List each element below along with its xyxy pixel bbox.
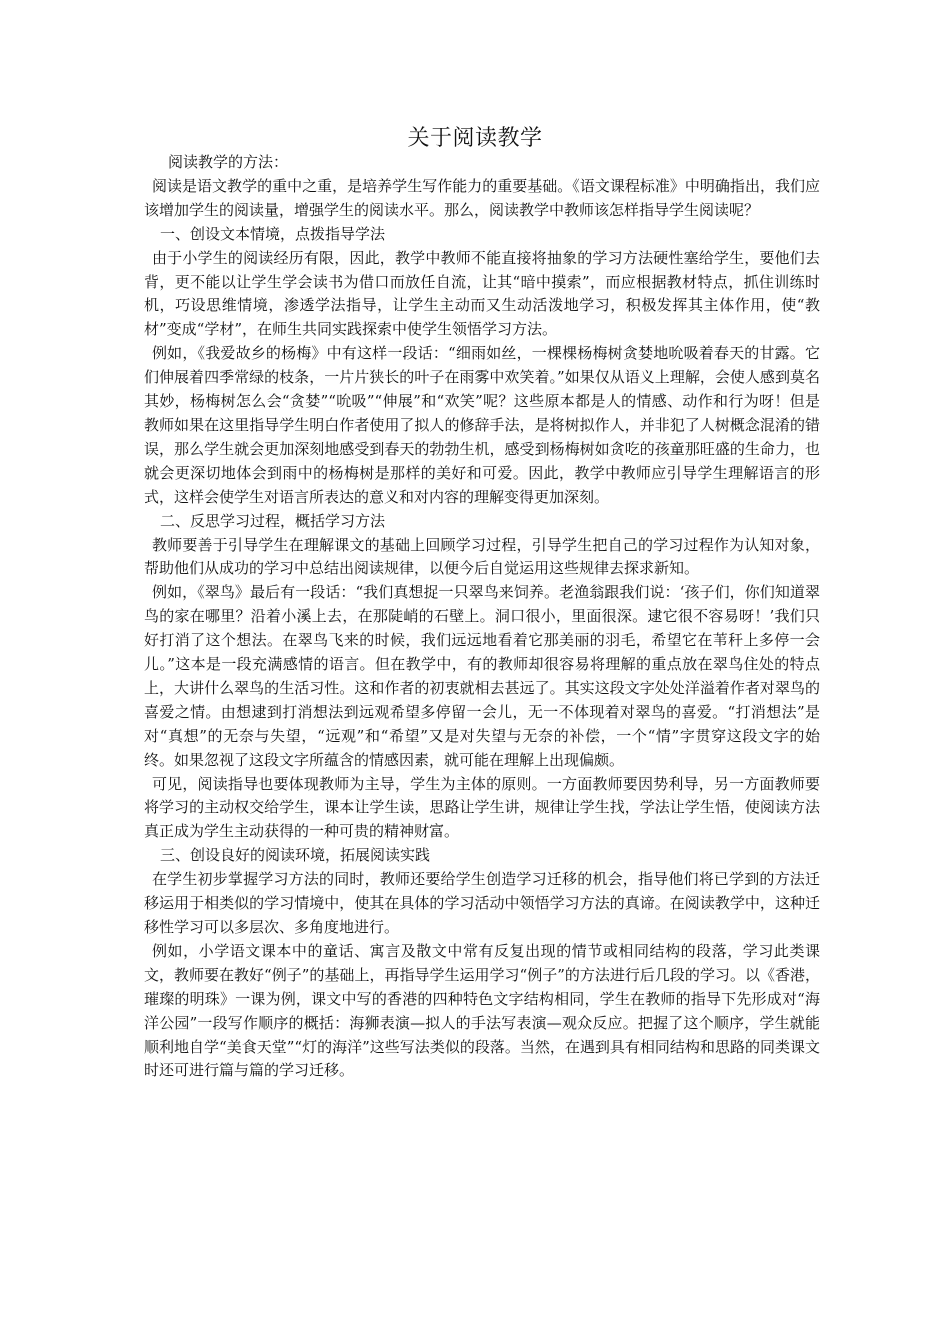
paragraph-section3-method: 在学生初步掌握学习方法的同时，教师还要给学生创造学习迁移的机会，指导他们将已学到的方法迁移运用于相类似的学习情境中，使其在具体的学习活动中领悟学习方法的真谛。在阅读教学中，这种迁移性学习可以多层次、多角度地进行。 xyxy=(144,870,820,936)
paragraph-intro: 阅读是语文教学的重中之重，是培养学生写作能力的重要基础。《语文课程标准》中明确指出，我们应该增加学生的阅读量，增强学生的阅读水平。那么，阅读教学中教师该怎样指导学生阅读呢？ xyxy=(144,176,820,219)
section-heading-3: 三、创设良好的阅读环境，拓展阅读实践 xyxy=(160,846,431,865)
document-body xyxy=(144,151,820,1083)
section-heading-2: 二、反思学习过程，概括学习方法 xyxy=(160,511,386,530)
paragraph-section2-example: 例如，《翠鸟》最后有一段话：“我们真想捉一只翠鸟来饲养。老渔翁跟我们说：‘孩子们，你们知道翠鸟的家在哪里？沿着小溪上去，在那陡峭的石壁上。洞口很小，里面很深。逮它很不容易呀！’我们只好打消了这个想法。在翠鸟飞来的时候，我们远远地看着它那美丽的羽毛，希望它在苇秆上多停一会儿。”这本是一段充满感情的语言。但在教学中，有的教师却很容易将理解的重点放在翠鸟住处的特点上，大讲什么翠鸟的生活习性。这和作者的初衷就相去甚远了。其实这段文字处处洋溢着作者对翠鸟的喜爱之情。由想逮到打消想法到远观希望多停留一会儿，无一不体现着对翠鸟的喜爱。“打消想法”是对“真想”的无奈与失望，“远观”和“希望”又是对失望与无奈的补偿，一个“情”字贯穿这段文字的始终。如果忽视了这段文字所蕴含的情感因素，就可能在理解上出现偏颇。 xyxy=(144,583,820,769)
section-heading-1: 一、创设文本情境，点拨指导学法 xyxy=(160,224,386,243)
paragraph-section2-summary: 可见，阅读指导也要体现教师为主导，学生为主体的原则。一方面教师要因势利导，另一方面教师要将学习的主动权交给学生，课本让学生读，思路让学生讲，规律让学生找，学法让学生悟，使阅读方法真正成为学生主动获得的一种可贵的精神财富。 xyxy=(144,774,820,841)
document-title: 关于阅读教学 xyxy=(407,126,543,151)
paragraph-section2-method: 教师要善于引导学生在理解课文的基础上回顾学习过程，引导学生把自己的学习过程作为认知对象，帮助他们从成功的学习中总结出阅读规律，以便今后自觉运用这些规律去探求新知。 xyxy=(144,535,820,578)
paragraph-section1-example: 例如，《我爱故乡的杨梅》中有这样一段话：“细雨如丝，一棵棵杨梅树贪婪地吮吸着春天的甘露。它们伸展着四季常绿的枝条，一片片狭长的叶子在雨雾中欢笑着。”如果仅从语义上理解，会使人感到莫名其妙，杨梅树怎么会“贪婪”“吮吸”“伸展”和“欢笑”呢？这些原本都是人的情感、动作和行为呀！但是教师如果在这里指导学生明白作者使用了拟人的修辞手法，是将树拟作人，并非犯了人树概念混淆的错误，那么学生就会更加深刻地感受到春天的勃勃生机，感受到杨梅树如贪吃的孩童那旺盛的生命力，也就会更深切地体会到雨中的杨梅树是那样的美好和可爱。因此，教学中教师应引导学生理解语言的形式，这样会使学生对语言所表达的意义和对内容的理解变得更加深刻。 xyxy=(144,344,820,506)
intro-label: 阅读教学的方法： xyxy=(168,153,289,171)
paragraph-section3-example: 例如，小学语文课本中的童话、寓言及散文中常有反复出现的情节或相同结构的段落，学习此类课文，教师要在教好“例子”的基础上，再指导学生运用学习“例子”的方法进行后几段的学习。以《香港，璀璨的明珠》一课为例，课文中写的香港的四种特色文字结构相同，学生在教师的指导下先形成对“海洋公园”一段写作顺序的概括：海狮表演—拟人的手法写表演—观众反应。把握了这个顺序，学生就能顺利地自学“美食天堂”“灯的海洋”这些写法类似的段落。当然，在遇到具有相同结构和思路的同类课文时还可进行篇与篇的学习迁移。 xyxy=(144,941,820,1080)
paragraph-section1-method: 由于小学生的阅读经历有限，因此，教学中教师不能直接将抽象的学习方法硬性塞给学生，要他们去背，更不能以让学生学会读书为借口而放任自流，让其“暗中摸索”，而应根据教材特点，抓住训练时机，巧设思维情境，渗透学法指导，让学生主动而又生动活泼地学习，积极发挥其主体作用，使“教材”变成“学材”，在师生共同实践探索中使学生领悟学习方法。 xyxy=(144,248,820,339)
